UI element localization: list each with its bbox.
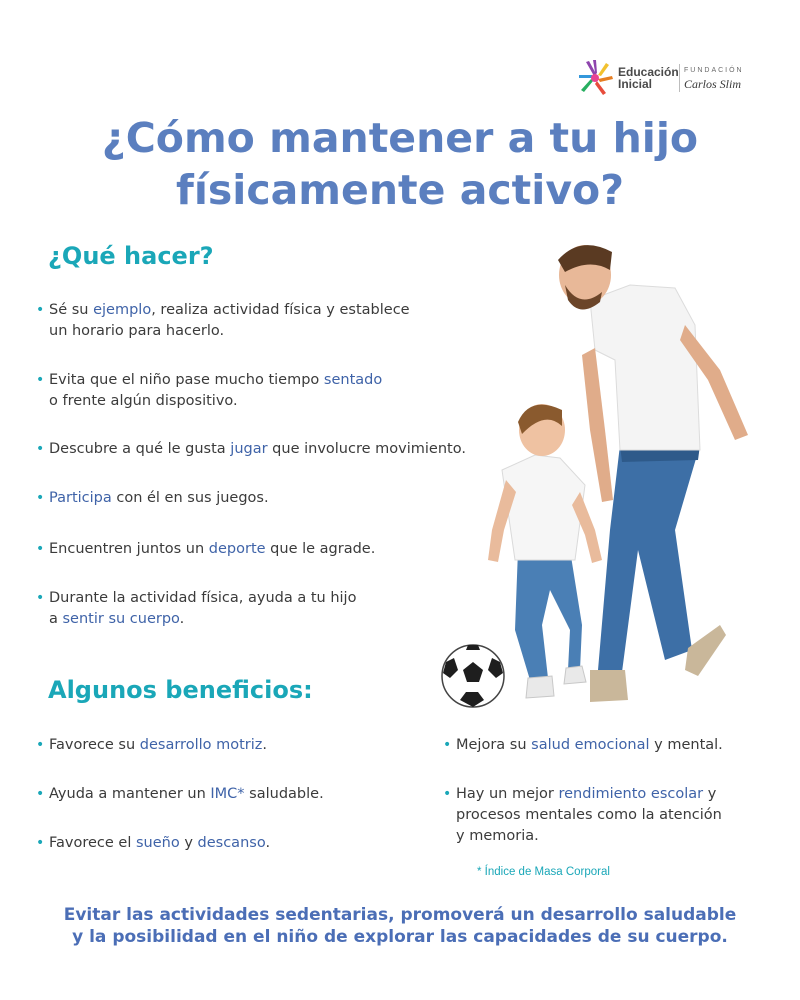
- benefits-heading: Algunos beneficios:: [48, 676, 313, 704]
- list-item: • Sé su ejemplo, realiza actividad física y establece un horario para hacerlo.: [36, 300, 410, 342]
- education-inicial-label: Educación Inicial: [618, 65, 679, 91]
- foundation-name: Carlos Slim: [684, 77, 742, 91]
- list-item: • Hay un mejor rendimiento escolar y procesos mentales como la atención y memoria.: [443, 784, 722, 847]
- list-item: • Favorece su desarrollo motriz.: [36, 735, 267, 756]
- list-item: • Mejora su salud emocional y mental.: [443, 735, 723, 756]
- foundation-label: FUNDACIÓN: [684, 67, 744, 74]
- page-title: ¿Cómo mantener a tu hijo físicamente activo?: [101, 114, 699, 214]
- what-to-do-heading: ¿Qué hacer?: [48, 242, 214, 270]
- hands-logo-icon: [576, 58, 616, 98]
- list-item: • Descubre a qué le gusta jugar que involucre movimiento.: [36, 439, 466, 460]
- list-item: • Ayuda a mantener un IMC* saludable.: [36, 784, 324, 805]
- list-item: • Encuentren juntos un deporte que le agrade.: [36, 539, 375, 560]
- father-son-soccer-photo: [430, 230, 780, 720]
- footer-message: Evitar las actividades sedentarias, promoverá un desarrollo saludable y la posibilidad en el niño de explorar las capacidades de su cuerpo.: [63, 905, 737, 947]
- logo: [576, 58, 752, 102]
- list-item: • Evita que el niño pase mucho tiempo sentado o frente algún dispositivo.: [36, 370, 382, 412]
- list-item: • Favorece el sueño y descanso.: [36, 833, 270, 854]
- footnote: * Índice de Masa Corporal: [477, 866, 610, 878]
- logo-divider: [679, 64, 680, 92]
- list-item: • Durante la actividad física, ayuda a tu hijo a sentir su cuerpo.: [36, 588, 356, 630]
- list-item: • Participa con él en sus juegos.: [36, 488, 269, 509]
- soccer-ball-icon: [442, 645, 504, 707]
